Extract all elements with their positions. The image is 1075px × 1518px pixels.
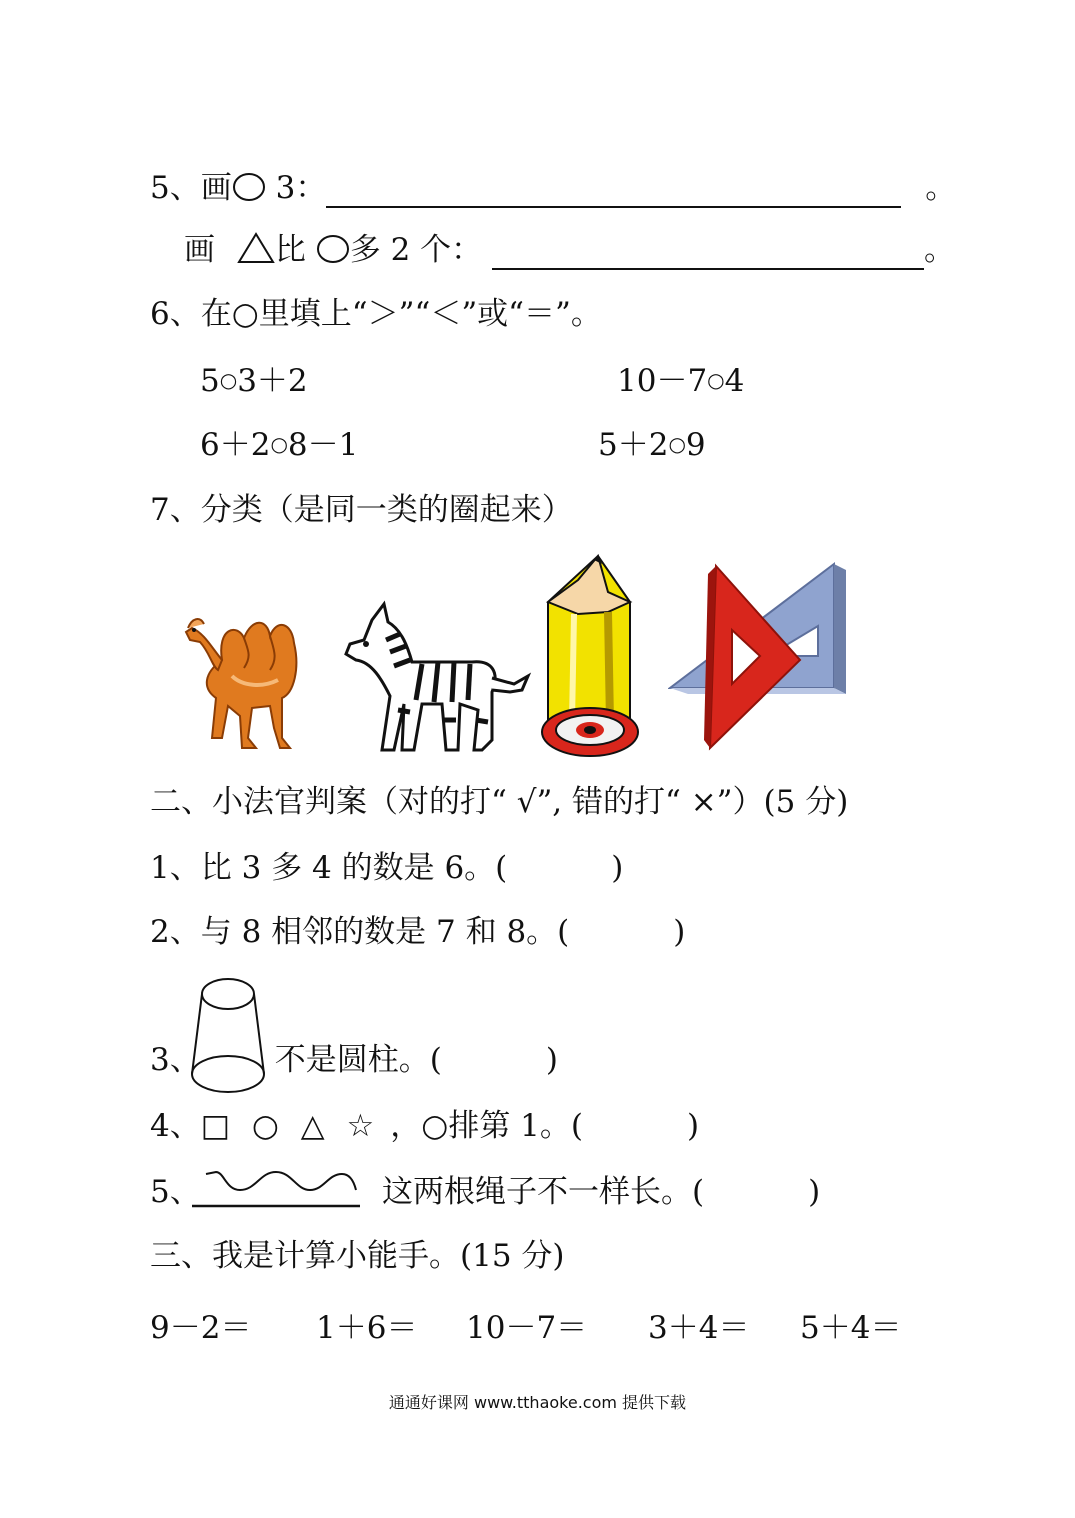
calc-problem[interactable]: 9－2＝ (150, 1310, 252, 1346)
judge-item: 1、比 3 多 4 的数是 6。( ) (150, 850, 624, 886)
zebra-picture[interactable] (342, 600, 532, 760)
shape-sequence: □ ○ △ ☆ (200, 1108, 375, 1144)
camel-picture[interactable] (182, 598, 312, 758)
compare-circle[interactable]: ○ (219, 368, 238, 392)
compare-item: 5＋2○9 (598, 427, 706, 463)
answer-line[interactable] (326, 176, 901, 208)
q5-draw-label: 画 (184, 232, 215, 268)
calc-problem[interactable]: 3＋4＝ (648, 1310, 750, 1346)
q5-end: 。 (924, 232, 956, 268)
judge-item: 4、□ ○ △ ☆ ，○排第 1。( ) (150, 1108, 700, 1144)
pencil-picture[interactable] (538, 552, 643, 762)
q5-end: 。 (925, 170, 957, 206)
judge-item: 5、 (150, 1174, 201, 1210)
calc-problem[interactable]: 1＋6＝ (316, 1310, 418, 1346)
q5-prefix: 5、画 (150, 170, 232, 206)
q6-title: 6、在○里填上“＞”“＜”或“＝”。 (150, 296, 602, 332)
compare-circle[interactable]: ○ (707, 368, 725, 392)
calc-problem[interactable]: 10－7＝ (466, 1310, 588, 1346)
q5-line2 (184, 230, 955, 270)
set-square-picture[interactable] (668, 560, 848, 760)
rope-figure (190, 1168, 362, 1212)
judge-item: 2、与 8 相邻的数是 7 和 8。( ) (150, 914, 686, 950)
answer-line[interactable] (492, 238, 924, 270)
section3-title: 三、我是计算小能手。(15 分) (150, 1238, 565, 1274)
triangle-icon (237, 232, 275, 264)
q5-line1 (150, 168, 956, 208)
compare-item: 6＋2○8－1 (200, 427, 359, 463)
judge-item: 3、 不是圆柱。( ) (150, 1042, 558, 1078)
compare-circle[interactable]: ○ (668, 432, 686, 456)
section2-title: 二、小法官判案（对的打“ √”, 错的打“ ×”）(5 分) (150, 784, 849, 820)
compare-item: 10－7○4 (617, 363, 745, 399)
footer: 通通好课网 www.tthaoke.com 提供下载 (388, 1393, 687, 1412)
judge-item-text: 这两根绳子不一样长。( ) (382, 1174, 821, 1210)
q5-compare-word: 比 (274, 232, 306, 268)
q5-suffix: 3： (275, 170, 327, 206)
calc-problem[interactable]: 5＋4＝ (800, 1310, 902, 1346)
circle-icon (232, 172, 266, 202)
compare-item: 5○3＋2 (200, 363, 308, 399)
q7-title: 7、分类（是同一类的圈起来） (150, 492, 573, 528)
circle-icon (316, 234, 350, 264)
compare-circle[interactable]: ○ (270, 432, 288, 456)
q5-more-text: 多 2 个： (349, 232, 483, 268)
